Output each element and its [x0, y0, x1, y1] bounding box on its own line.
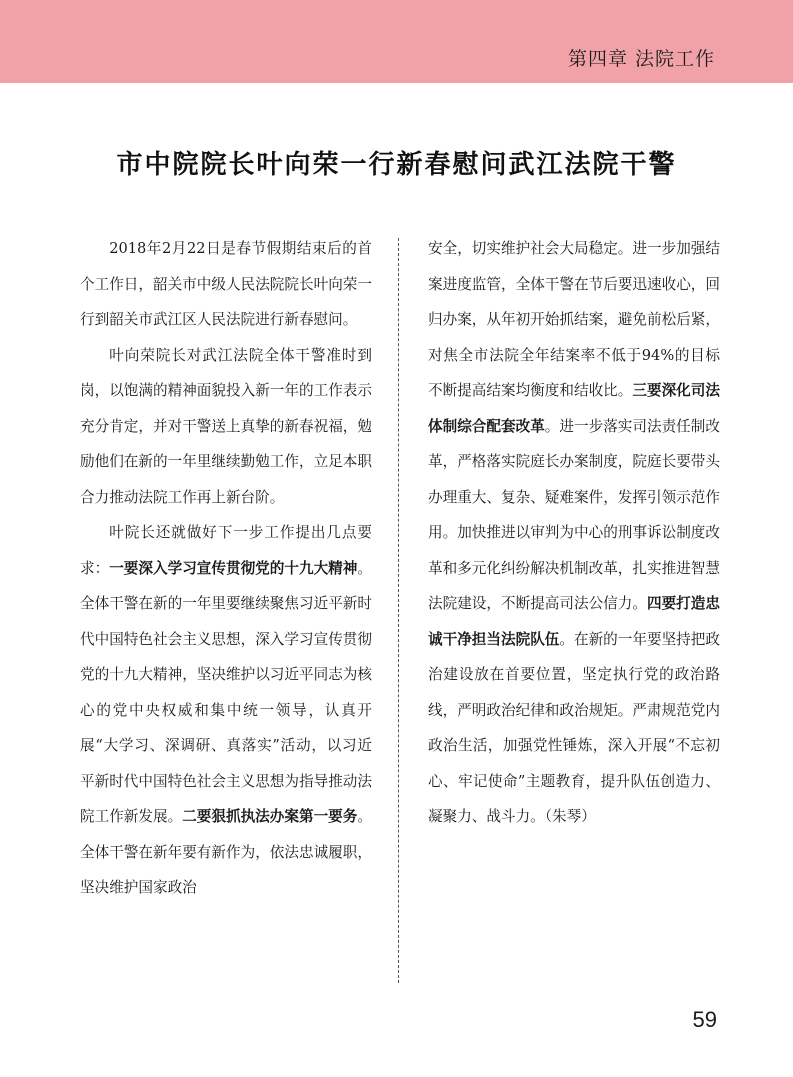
requirement-3-heading: 三要深化司法体制综合配套改革	[428, 382, 720, 435]
paragraph-intro: 2018年2月22日是春节假期结束后的首个工作日，韶关市中级人民法院院长叶向荣一行到韶关市武江区人民法院进行新春慰问。	[80, 240, 372, 328]
right-column	[428, 231, 720, 835]
requirement-2-text-start: 。全体干警在新年要有新作为，依法忠诚履职，坚决维护国家政治	[80, 808, 372, 896]
requirement-1-text: 。全体干警在新的一年里要继续聚焦习近平新时代中国特色社会主义思想，深入学习宣传贯彻党的十九大精神，坚决维护以习近平同志为核心的党中央权威和集中统一领导，认真开展“大学习、深调研、真落实”活动，以习近平新时代中国特色社会主义思想为指导推动法院工作新发展。	[80, 559, 372, 825]
paragraph-requirements	[80, 515, 372, 906]
chapter-heading: 第四章 法院工作	[567, 48, 715, 70]
requirement-2-text-end: 安全，切实维护社会大局稳定。进一步加强结案进度监管，全体干警在节后要迅速收心，回归办案，从年初开始抓结案，避免前松后紧，对焦全市法院全年结案率不低于94%的目标不断提高结案均衡度和结收比。	[428, 240, 720, 399]
requirement-4-text: 。在新的一年要坚持把政治建设放在首要位置，坚定执行党的政治路线，严明政治纪律和政治规矩。严肃规范党内政治生活，加强党性锤炼，深入开展“不忘初心、牢记使命”主题教育，提升队伍创造力、凝聚力、战斗力。（朱琴）	[428, 630, 720, 825]
paragraph-requirements-continued	[428, 231, 720, 835]
article-title: 市中院院长叶向荣一行新春慰问武江法院干警	[116, 150, 677, 180]
requirement-1-heading: 一要深入学习宣传贯彻党的十九大精神	[109, 559, 358, 577]
left-column	[80, 231, 372, 906]
paragraph-praise: 叶向荣院长对武江法院全体干警准时到岗，以饱满的精神面貌投入新一年的工作表示充分肯定，并对干警送上真挚的新春祝福，勉励他们在新的一年里继续勤勉工作，立足本职合力推动法院工作再上新台阶。	[80, 346, 372, 506]
column-divider	[398, 238, 399, 983]
requirement-4-heading: 四要打造忠诚干净担当法院队伍	[428, 595, 720, 648]
requirements-lead: 叶院长还就做好下一步工作提出几点要求：	[80, 524, 372, 577]
page-number: 59	[692, 1007, 717, 1032]
requirement-3-text: 。进一步落实司法责任制改革，严格落实院庭长办案制度，院庭长要带头办理重大、复杂、疑难案件，发挥引领示范作用。加快推进以审判为中心的刑事诉讼制度改革和多元化纠纷解决机制改革，扎实推进智慧法院建设，不断提高司法公信力。	[428, 417, 720, 612]
requirement-2-heading: 二要狠抓执法办案第一要务	[182, 808, 358, 825]
